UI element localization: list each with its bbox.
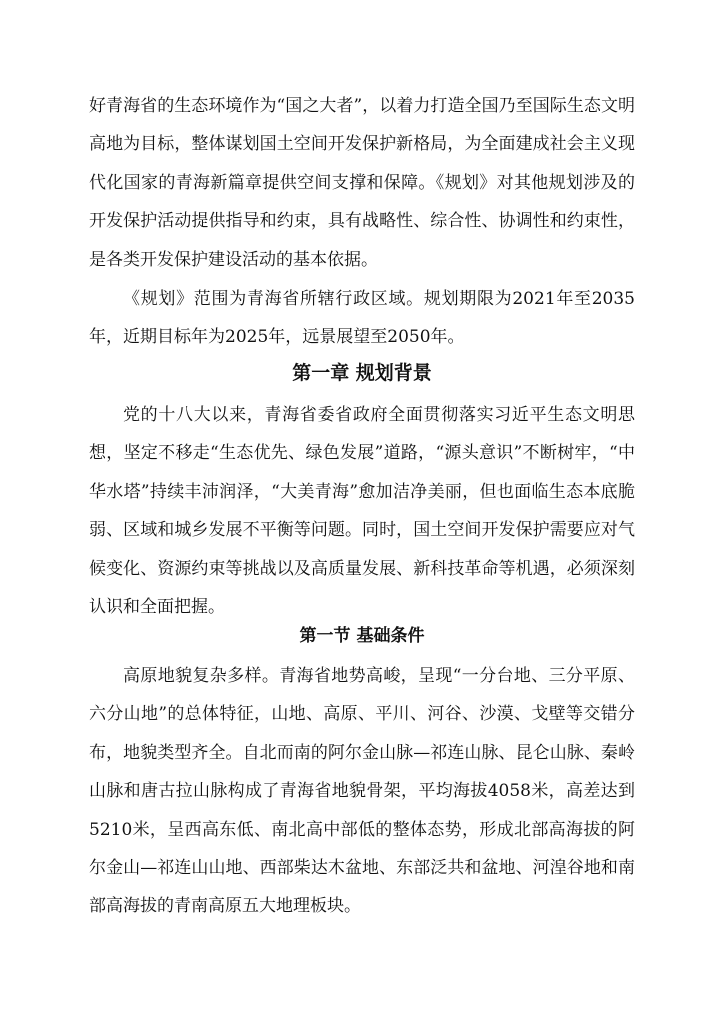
paragraph-plan-scope: 《规划》范围为青海省所辖行政区域。规划期限为2021年至2035年，近期目标年为2025年，远景展望至2050年。 <box>89 289 635 348</box>
paragraph-background: 党的十八大以来，青海省委省政府全面贯彻落实习近平生态文明思想，坚定不移走“生态优先、绿色发展”道路，“源头意识”不断树牢，“中华水塔”持续丰沛润泽，“大美青海”愈加洁净美丽，但也面临生态本底脆弱、区域和城乡发展不平衡等问题。同时，国土空间开发保护需要应对气候变化、资源约束等挑战以及高质量发展、新科技革命等机遇，必须深刻认识和全面把握。 <box>89 405 635 618</box>
chapter-heading: 第一章 规划背景 <box>292 362 432 384</box>
paragraph-terrain: 高原地貌复杂多样。青海省地势高峻，呈现“一分台地、三分平原、六分山地”的总体特征，山地、高原、平川、河谷、沙漠、戈壁等交错分布，地貌类型齐全。自北而南的阿尔金山脉—祁连山脉、昆仑山脉、秦岭山脉和唐古拉山脉构成了青海省地貌骨架，平均海拔4058米，高差达到5210米，呈西高东低、南北高中部低的整体态势，形成北部高海拔的阿尔金山—祁连山山地、西部柴达木盆地、东部泛共和盆地、河湟谷地和南部高海拔的青南高原五大地理板块。 <box>89 666 635 917</box>
section-heading: 第一节 基础条件 <box>299 626 425 646</box>
paragraph-plan-purpose: 好青海省的生态环境作为“国之大者”，以着力打造全国乃至国际生态文明高地为目标，整体谋划国土空间开发保护新格局，为全面建成社会主义现代化国家的青海新篇章提供空间支撑和保障。《规划》对其他规划涉及的开发保护活动提供指导和约束，具有战略性、综合性、协调性和约束性，是各类开发保护建设活动的基本依据。 <box>89 96 635 270</box>
